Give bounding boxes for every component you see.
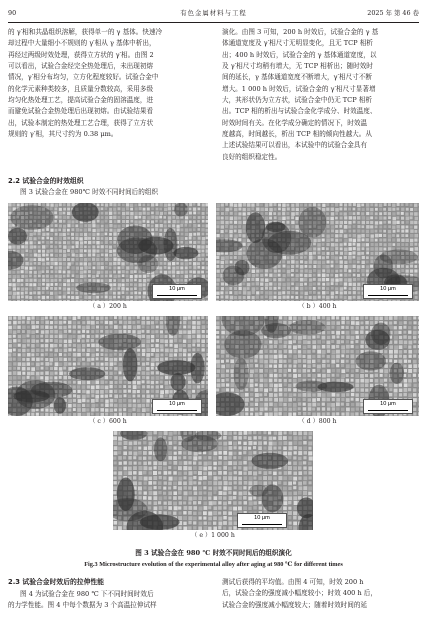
micrograph-panel-c — [8, 316, 208, 416]
text-line: 再经过两级时效处理，获得立方状的 γ′相。由图 2 — [8, 50, 154, 59]
scale-bar-label: 10 μm — [169, 286, 185, 292]
text-line: 度越高，时间越长，析出 TCP 相的倾向性越大。从 — [222, 130, 372, 139]
scale-bar-label: 10 μm — [169, 401, 185, 407]
text-line: 而避免试验合金热处理后出现初熔。由试验结果看 — [8, 107, 154, 116]
text-line: 出。TCP 相的析出与试验合金化学成分、时效温度、 — [222, 107, 377, 116]
figure-title-zh: 图 3 试验合金在 980 ℃ 时效不同时间后的组织演化 — [135, 549, 292, 557]
caption-b: （ b ）400 h — [298, 303, 337, 310]
text-line: 可以看出，试验合金经完全热处理后，未出现初熔 — [8, 62, 154, 71]
journal-name: 有色金属材料与工程 — [180, 9, 247, 17]
text-line: 大，其形状仍为立方状，试验合金中仍无 TCP 相析 — [222, 96, 372, 105]
scale-bar-line — [242, 524, 282, 525]
scale-bar-line — [157, 295, 197, 296]
scale-bar-line — [157, 410, 197, 411]
caption-d: （ d ）800 h — [298, 418, 337, 425]
text-line: 规则的 γ′相，其尺寸约为 0.38 μm。 — [8, 130, 118, 139]
right-column-top — [222, 27, 420, 163]
scale-bar-line — [368, 410, 408, 411]
text-line: 间的延长，γ 基体通道宽度不断增大，γ′相尺寸不断 — [222, 73, 372, 82]
caption-e: （ e ）1 000 h — [191, 532, 235, 539]
scale-bar — [152, 399, 202, 414]
left-column-top — [8, 27, 206, 140]
scale-bar-label: 10 μm — [380, 401, 396, 407]
scale-bar-line — [368, 295, 408, 296]
text-line: 情况，γ′相分布均匀，立方化程度较好。试验合金中 — [8, 73, 159, 82]
scale-bar-label: 10 μm — [380, 286, 396, 292]
text-line: 良好的组织稳定性。 — [222, 152, 282, 161]
micrograph-panel-a — [8, 203, 208, 301]
section-heading-2-2: 2.2 试验合金的时效组织 — [8, 177, 84, 185]
text-line: 却过程中大量细小不规则的 γ′相从 γ 基体中析出， — [8, 39, 156, 48]
figure-title-en: Fig.3 Microstructure evolution of the experimental alloy after aging at 980 ℃ for different times — [84, 561, 343, 568]
text-line: 上述试验结果可以看出，本试验中的试验合金具有 — [222, 141, 368, 150]
text-line: 测试后获得的平均值。由图 4 可知，时效 200 h — [222, 578, 364, 586]
caption-a: （ a ）200 h — [89, 303, 127, 310]
scale-bar — [363, 399, 413, 414]
text-line: 增大。1 000 h 时效后，试验合金的 γ′相尺寸显著增 — [222, 84, 376, 93]
text-line: 的 γ′相和共晶组织溶解，获得单一的 γ 基体。快速冷 — [8, 28, 163, 36]
text-line: 图 4 为试验合金在 980 ℃ 下不同时间时效后 — [20, 590, 154, 598]
text-line: 均匀化热处理工艺，提高试验合金的固溶温度，进 — [8, 96, 154, 105]
scale-bar — [363, 284, 413, 299]
micrograph-panel-b — [216, 203, 419, 301]
text-line: 试验合金的强度减小幅度较大；随着时效时间的延 — [222, 600, 368, 609]
text-line: 的化学元素种类较多，且质量分数较高，采用多级 — [8, 84, 154, 93]
scale-bar-label: 10 μm — [254, 515, 270, 521]
text-line: 的力学性能。图 4 中每个数据为 3 个高温拉伸试样 — [8, 601, 157, 610]
micrograph-panel-e — [113, 431, 313, 530]
scale-bar — [237, 513, 287, 528]
caption-c: （ c ）600 h — [89, 418, 127, 425]
micrograph-panel-d — [216, 316, 419, 416]
left-column-bottom — [8, 589, 206, 612]
year-volume: 2025 年 第 46 卷 — [367, 9, 419, 17]
text-line: 演化。由图 3 可知，200 h 时效后，试验合金的 γ 基 — [222, 28, 379, 36]
text-line: 出，试验本制定的热处理工艺合理，获得了立方状 — [8, 118, 154, 127]
text-line: 图 3 试验合金在 980℃ 时效不同时间后的组织 — [20, 188, 159, 196]
text-line: 出；400 h 时效后，试验合金的 γ 基体通道宽度，以 — [222, 50, 377, 59]
right-column-bottom — [222, 577, 420, 611]
section-heading-2-3: 2.3 试验合金时效后的拉伸性能 — [8, 578, 104, 586]
left-column-mid — [8, 187, 206, 198]
scale-bar — [152, 284, 202, 299]
text-line: 体通道宽度及 γ′相尺寸无明显变化，且无 TCP 相析 — [222, 39, 373, 48]
text-line: 时效时间有关。在化学成分确定的情况下，时效温 — [222, 118, 368, 127]
text-line: 及 γ′相尺寸均稍有增大，无 TCP 相析出；随时效时 — [222, 62, 373, 71]
page-number: 90 — [8, 9, 17, 17]
page-header — [8, 6, 419, 20]
text-line: 后，试验合金的强度减小幅度较小；时效 400 h 后， — [222, 589, 377, 598]
header-rule — [8, 22, 419, 23]
